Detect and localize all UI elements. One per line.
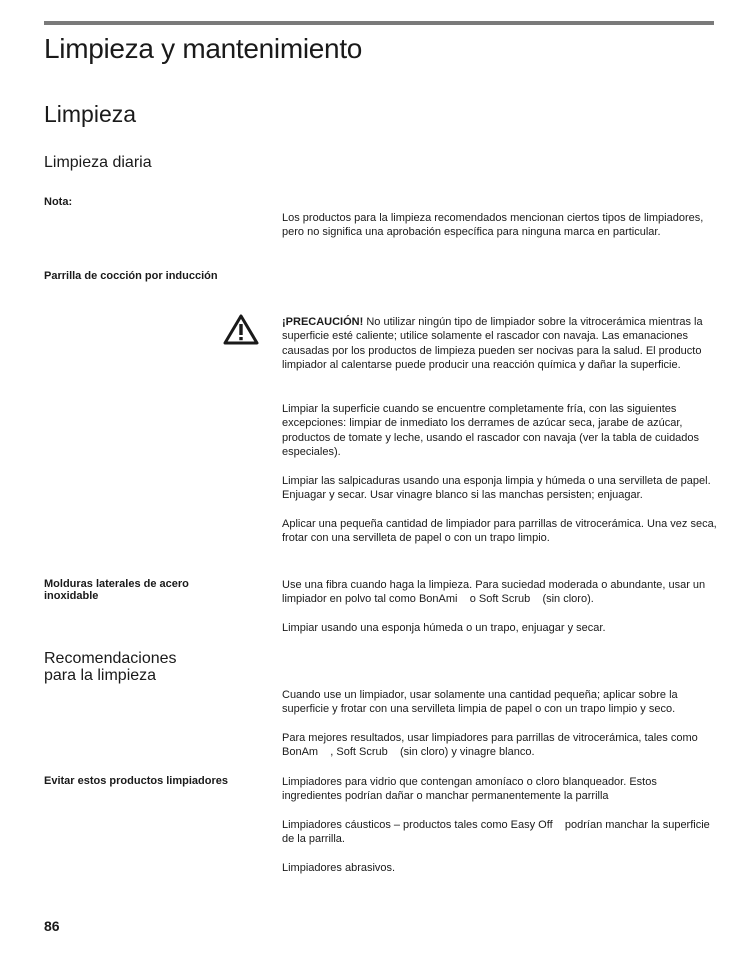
avoid-paragraph-2: Limpiadores cáusticos – productos tales como Easy Off podrían manchar la superficie de la parrilla. (282, 819, 713, 846)
subsection-title-daily: Limpieza diaria (44, 154, 152, 171)
induction-paragraph-3: Aplicar una pequeña cantidad de limpiador para parrillas de vitrocerámica. Una vez seca, frotar con una servilleta de papel o con un trapo limpio. (282, 518, 717, 545)
top-rule (44, 21, 714, 25)
section-title: Limpieza (44, 101, 137, 127)
recommendations-paragraph-1: Cuando use un limpiador, usar solamente una cantidad pequeña; aplicar sobre la superficie y frotar con una servilleta limpia de papel o con un trapo limpio y seco. (282, 689, 678, 716)
caution-paragraph (282, 315, 717, 372)
avoid-label: Evitar estos productos limpiadores (44, 775, 228, 787)
avoid-paragraph-1: Limpiadores para vidrio que contengan amoníaco o cloro blanqueador. Estos ingredientes podrían dañar o manchar permanentemente la parrilla (282, 776, 657, 803)
recommendations-paragraph-2: Para mejores resultados, usar limpiadores para parrillas de vitrocerámica, tales como BonAm , Soft Scrub (sin cloro) y vinagre blanco. (282, 732, 701, 759)
nota-text: Los productos para la limpieza recomendados mencionan ciertos tipos de limpiadores, pero no significa una aprobación específica para ninguna marca en particular. (282, 212, 704, 239)
avoid-paragraph-3: Limpiadores abrasivos. (282, 862, 396, 874)
steel-label-line-1: Molduras laterales de acero (44, 578, 189, 590)
steel-paragraph-2: Limpiar usando una esponja húmeda o un trapo, enjuagar y secar. (282, 622, 606, 634)
page-number: 86 (44, 918, 60, 934)
steel-label-line-2: inoxidable (44, 590, 99, 602)
caution-text: No utilizar ningún tipo de limpiador sobre la vitrocerámica mientras la superficie esté caliente; utilice solamente el rascador con navaja. Las emanaciones causadas por los productos de limpieza pueden ser nocivas para la salud. El producto limpiador al calentarse puede producir una reacción química y dañar la superficie. (282, 316, 703, 371)
recommendations-title-line-2: para la limpieza (44, 667, 157, 684)
page-title: Limpieza y mantenimiento (44, 33, 363, 64)
induction-paragraph-2: Limpiar las salpicaduras usando una esponja limpia y húmeda o una servilleta de papel. Enjuagar y secar. Usar vinagre blanco si las manchas persisten; enjuagar. (282, 475, 711, 502)
nota-label: Nota: (44, 196, 73, 208)
induction-label: Parrilla de cocción por inducción (44, 270, 218, 282)
subsection-title-recommendations (44, 650, 177, 684)
recommendations-title-line-1: Recomendaciones (44, 650, 177, 667)
steel-paragraph-1: Use una fibra cuando haga la limpieza. Para suciedad moderada o abundante, usar un limpiador en polvo tal como BonAmi o Soft Scrub (sin cloro). (282, 579, 709, 606)
steel-label (44, 578, 189, 602)
induction-paragraph-1: Limpiar la superficie cuando se encuentre completamente fría, con las siguientes excepciones: limpiar de inmediato los derrames de azúcar seca, jarabe de azúcar, productos de tomate y leche, usando el rascador con navaja (ver la tabla de cuidados especiales). (282, 403, 700, 458)
caution-label: ¡PRECAUCIÓN! (282, 316, 364, 328)
warning-triangle-icon (223, 313, 259, 345)
